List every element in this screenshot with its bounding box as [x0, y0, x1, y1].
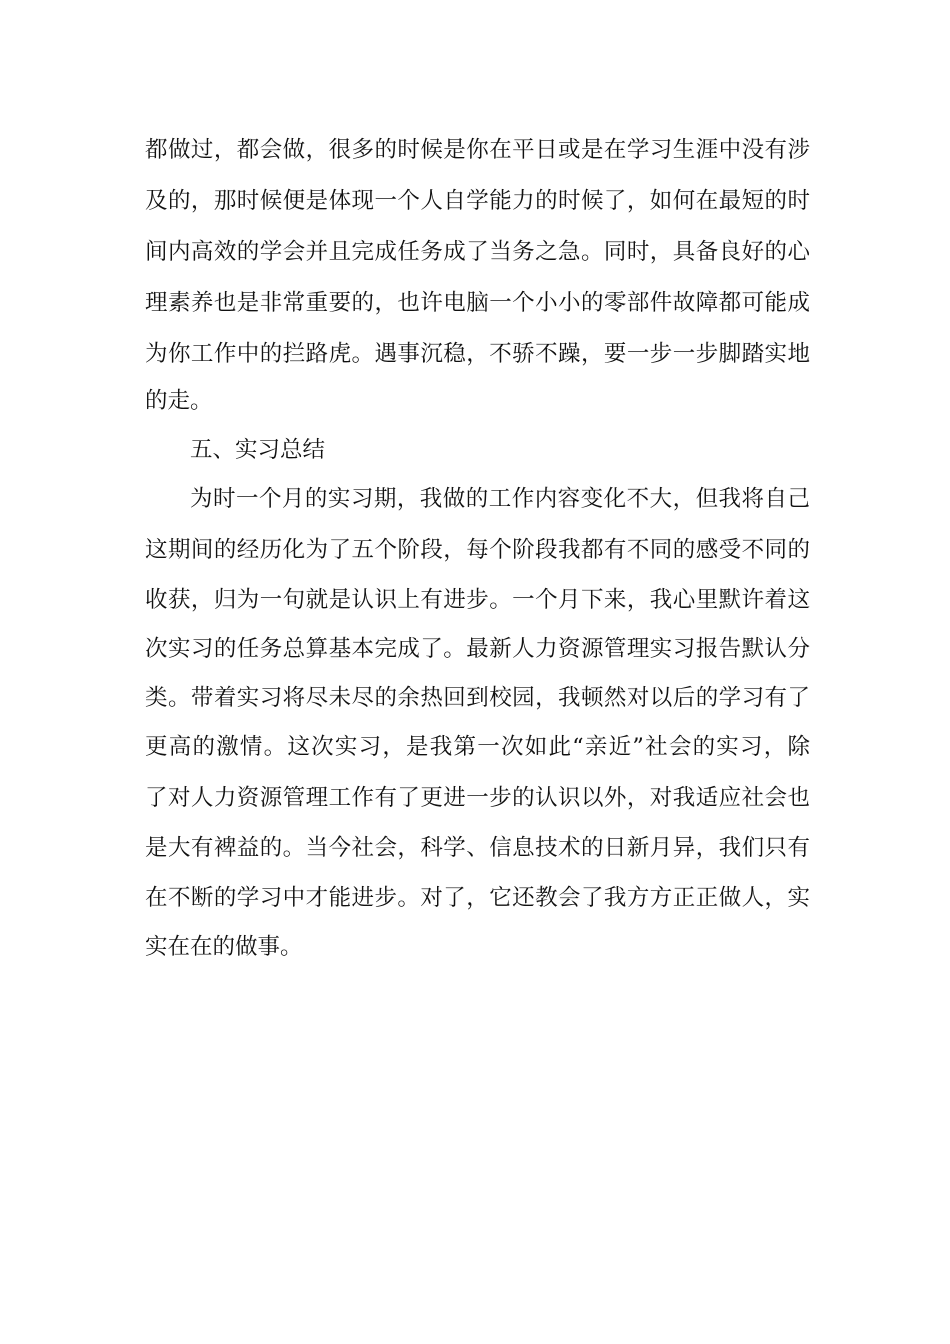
paragraph-line: 及的，那时候便是体现一个人自学能力的时候了，如何在最短的时 [145, 188, 810, 214]
paragraph-line: 都做过，都会做，很多的时候是你在平日或是在学习生涯中没有涉 [145, 137, 810, 163]
paragraph-line: 更高的激情。这次实习，是我第一次如此“亲近”社会的实习，除 [145, 734, 810, 760]
paragraph-line: 间内高效的学会并且完成任务成了当务之急。同时，具备良好的心 [145, 239, 810, 265]
paragraph-line: 是大有裨益的。当今社会，科学、信息技术的日新月异，我们只有 [145, 835, 810, 861]
paragraph-line: 理素养也是非常重要的，也许电脑一个小小的零部件故障都可能成 [145, 290, 810, 316]
paragraph-line: 为你工作中的拦路虎。遇事沉稳，不骄不躁，要一步一步脚踏实地 [145, 341, 810, 367]
paragraph-line: 类。带着实习将尽未尽的余热回到校园，我顿然对以后的学习有了 [145, 685, 810, 711]
paragraph-line: 实在在的做事。 [145, 934, 303, 960]
paragraph-line: 为时一个月的实习期，我做的工作内容变化不大，但我将自己 [190, 486, 810, 512]
paragraph-line: 收获，归为一句就是认识上有进步。一个月下来，我心里默许着这 [145, 587, 810, 613]
paragraph-line: 在不断的学习中才能进步。对了，它还教会了我方方正正做人，实 [145, 885, 810, 911]
paragraph-line: 这期间的经历化为了五个阶段，每个阶段我都有不同的感受不同的 [145, 537, 810, 563]
paragraph-line: 了对人力资源管理工作有了更进一步的认识以外，对我适应社会也 [145, 785, 810, 811]
paragraph-line: 的走。 [145, 388, 213, 414]
paragraph-line: 次实习的任务总算基本完成了。最新人力资源管理实习报告默认分 [145, 636, 810, 662]
section-heading: 五、实习总结 [190, 437, 326, 463]
